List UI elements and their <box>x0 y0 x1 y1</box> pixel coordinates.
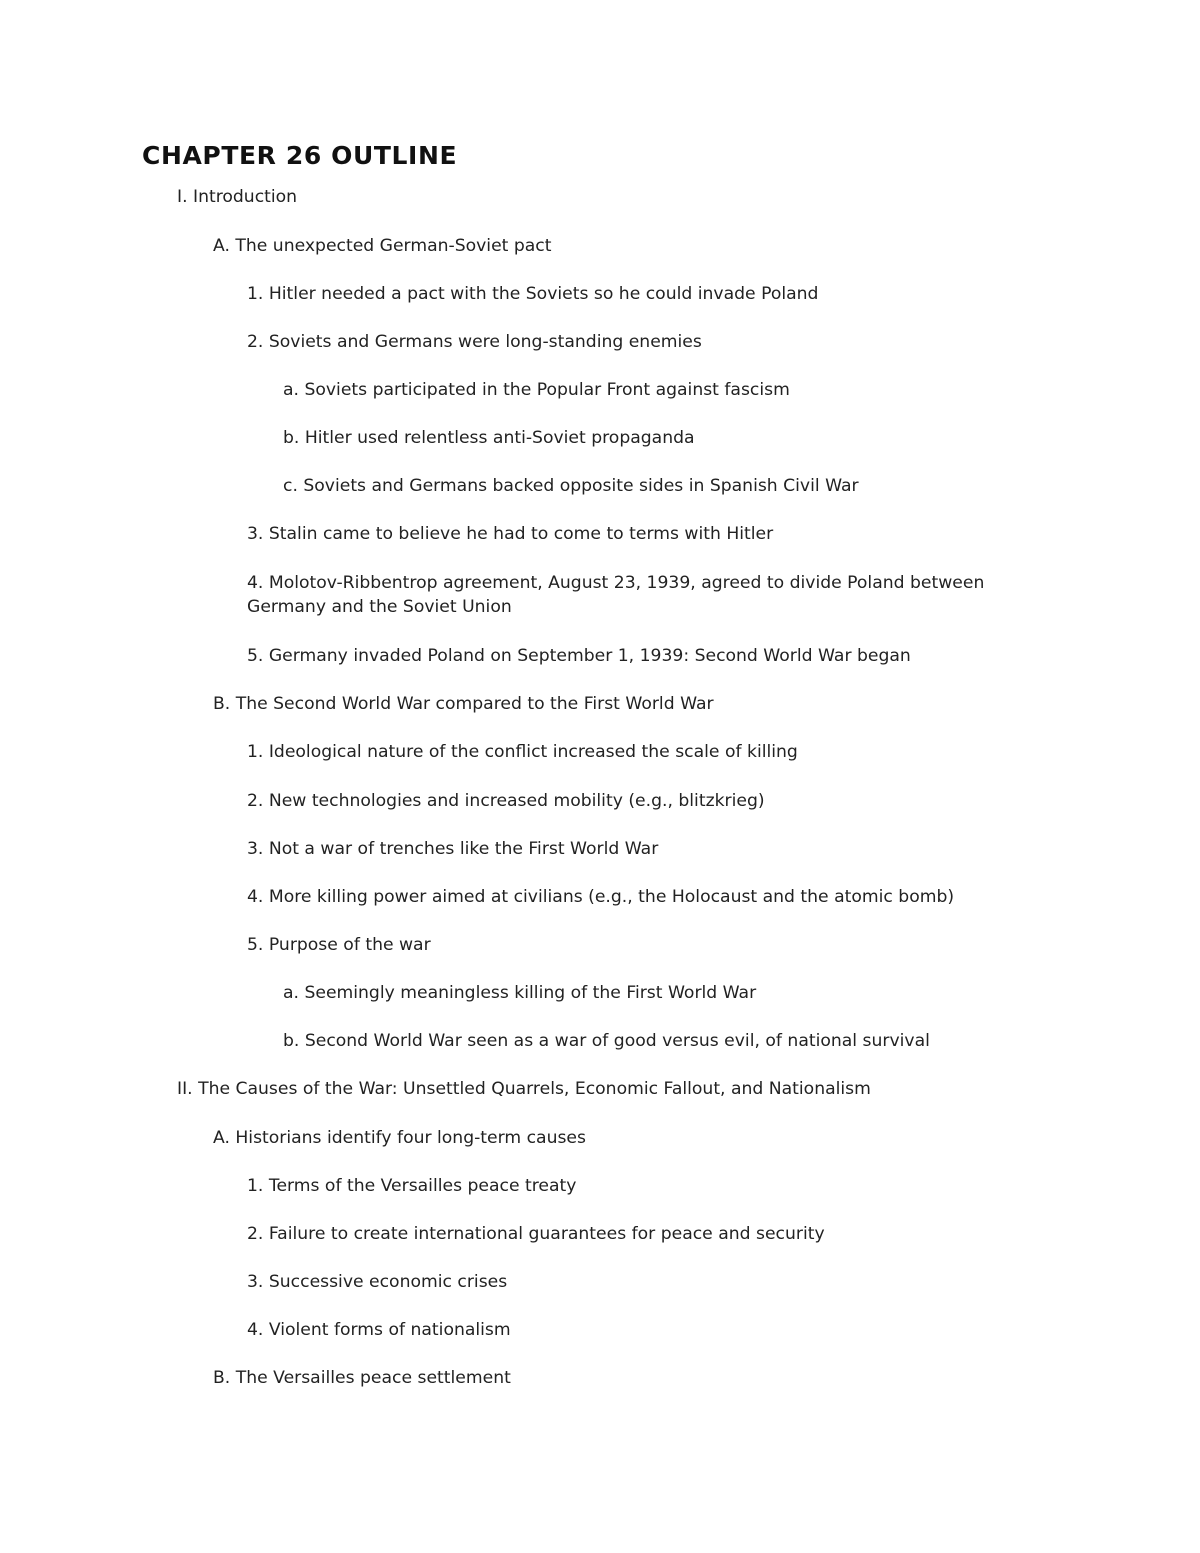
outline-section-2: II. The Causes of the War: Unsettled Quarrels, Economic Fallout, and Nationalism <box>177 1079 871 1099</box>
outline-item-2a4: 4. Violent forms of nationalism <box>247 1320 511 1340</box>
outline-item-1b5b: b. Second World War seen as a war of good versus evil, of national survival <box>283 1031 930 1051</box>
outline-item-1a1: 1. Hitler needed a pact with the Soviets so he could invade Poland <box>247 284 819 304</box>
outline-item-1a: A. The unexpected German-Soviet pact <box>213 236 552 256</box>
outline-item-1b: B. The Second World War compared to the First World War <box>213 694 714 714</box>
outline-item-1a2b: b. Hitler used relentless anti-Soviet propaganda <box>283 428 695 448</box>
outline-item-1a4: 4. Molotov-Ribbentrop agreement, August 23, 1939, agreed to divide Poland between Germany and the Soviet Union <box>247 573 985 617</box>
outline-item-1b2: 2. New technologies and increased mobility (e.g., blitzkrieg) <box>247 791 765 811</box>
outline-item-1b5a: a. Seemingly meaningless killing of the First World War <box>283 983 757 1003</box>
outline-item-1a2a: a. Soviets participated in the Popular Front against fascism <box>283 380 790 400</box>
outline-item-1a5: 5. Germany invaded Poland on September 1, 1939: Second World War began <box>247 646 911 666</box>
outline-item-2a2: 2. Failure to create international guarantees for peace and security <box>247 1224 825 1244</box>
outline-item-1a3: 3. Stalin came to believe he had to come to terms with Hitler <box>247 524 774 544</box>
outline-item-1b1: 1. Ideological nature of the conflict increased the scale of killing <box>247 742 798 762</box>
page-title: CHAPTER 26 OUTLINE <box>142 141 458 170</box>
outline-item-2b: B. The Versailles peace settlement <box>213 1368 511 1388</box>
outline-item-1a2: 2. Soviets and Germans were long-standing enemies <box>247 332 702 352</box>
outline-item-2a: A. Historians identify four long-term causes <box>213 1128 586 1148</box>
outline-item-1a2c: c. Soviets and Germans backed opposite sides in Spanish Civil War <box>283 476 859 496</box>
outline-item-1b4: 4. More killing power aimed at civilians (e.g., the Holocaust and the atomic bomb) <box>247 887 955 907</box>
outline-item-2a1: 1. Terms of the Versailles peace treaty <box>247 1176 577 1196</box>
outline-item-1b5: 5. Purpose of the war <box>247 935 431 955</box>
outline-section-1: I. Introduction <box>177 187 298 207</box>
outline-item-2a3: 3. Successive economic crises <box>247 1272 508 1292</box>
outline-item-1b3: 3. Not a war of trenches like the First World War <box>247 839 659 859</box>
